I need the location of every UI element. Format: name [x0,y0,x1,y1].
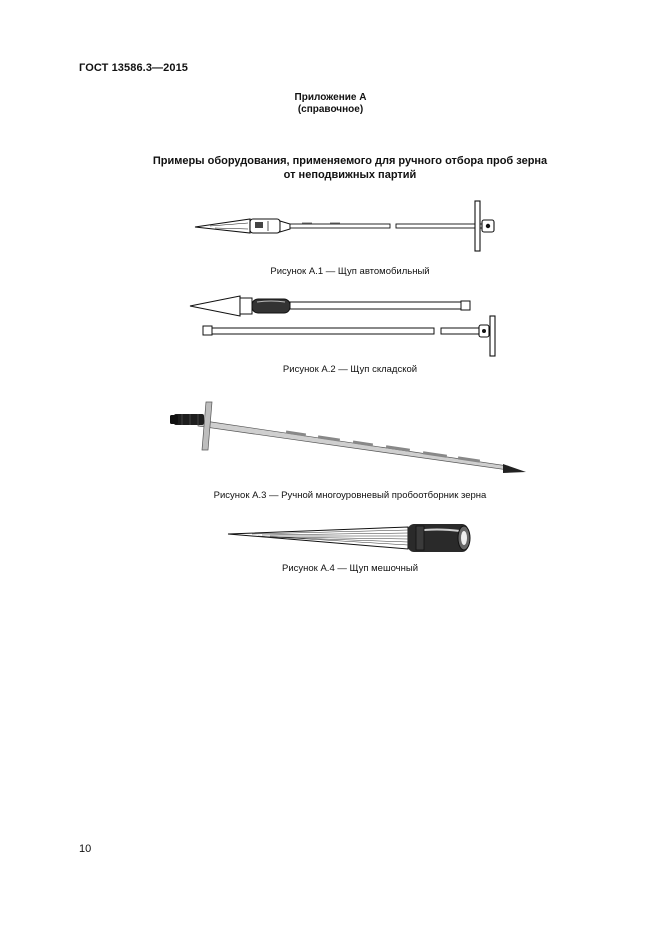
multilevel-grain-sampler-icon [168,398,530,480]
warehouse-sampling-probe-icon [185,290,515,362]
figure-caption-a3: Рисунок А.3 — Ручной многоуровневый пробоотборник зерна [213,490,487,501]
figure-caption-a2: Рисунок А.2 — Щуп складской [282,364,418,375]
section-title-line1: Примеры оборудования, применяемого для ручного отбора проб зерна [152,155,548,167]
bag-sampling-probe-icon [222,522,478,560]
section-title-line2: от неподвижных партий [283,169,417,181]
car-sampling-probe-icon [190,195,510,255]
annex-title: Приложение А [294,92,367,103]
page-number: 10 [79,843,92,855]
document-header: ГОСТ 13586.3—2015 [79,62,189,74]
figure-caption-a4: Рисунок А.4 — Щуп мешочный [282,563,418,574]
annex-subtitle: (справочное) [297,104,364,115]
figure-caption-a1: Рисунок А.1 — Щуп автомобильный [270,266,430,277]
